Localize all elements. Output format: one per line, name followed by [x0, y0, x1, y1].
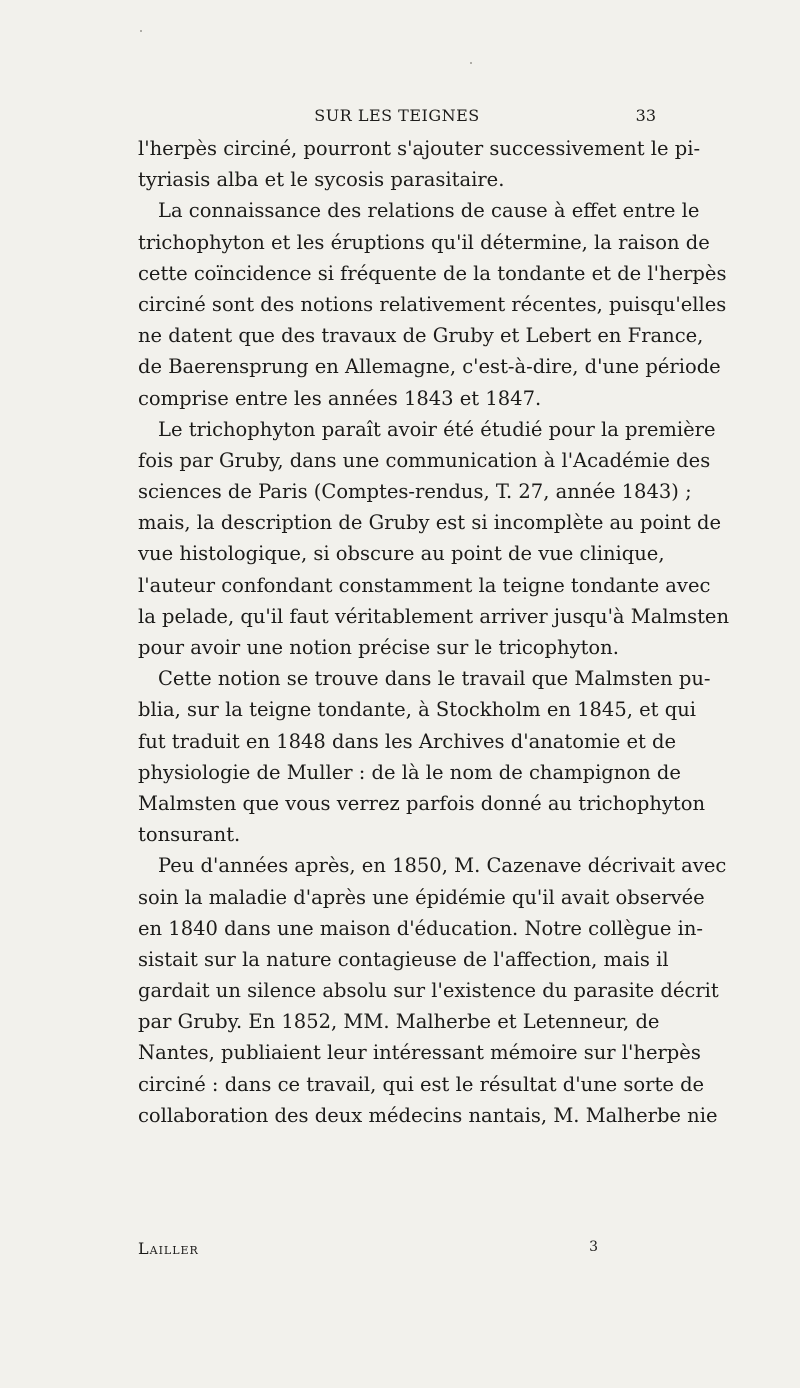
text-line: Malmsten que vous verrez parfois donné au trichophyton: [138, 791, 706, 815]
text-line: pour avoir une notion précise sur le tricophyton.: [138, 636, 619, 659]
text-line: la pelade, qu'il faut véritablement arriver jusqu'à Malmsten: [138, 604, 730, 628]
text-line: fois par Gruby, dans une communication à l'Académie des: [138, 448, 711, 472]
text-line: Cette notion se trouve dans le travail que Malmsten pu-: [158, 667, 711, 691]
text-line: comprise entre les années 1843 et 1847.: [138, 386, 542, 410]
signature-author: Lailler: [138, 1239, 199, 1258]
signature-number: 3: [589, 1239, 598, 1255]
text-line: physiologie de Muller : de là le nom de champignon de: [138, 760, 681, 784]
text-line: cette coïncidence si fréquente de la tondante et de l'herpès: [138, 261, 727, 285]
text-line: ne datent que des travaux de Gruby et Lebert en France,: [138, 324, 704, 348]
text-line: trichophyton et les éruptions qu'il détermine, la raison de: [138, 230, 710, 254]
running-header: [138, 106, 656, 128]
text-line: l'herpès circiné, pourront s'ajouter successivement le pi-: [138, 137, 701, 160]
text-line: soin la maladie d'après une épidémie qu'il avait observée: [138, 885, 705, 909]
text-line: circiné : dans ce travail, qui est le résultat d'une sorte de: [138, 1072, 705, 1096]
text-line: La connaissance des relations de cause à effet entre le: [158, 199, 700, 223]
text-line: l'auteur confondant constamment la teigne tondante avec: [138, 573, 711, 597]
text-line: sciences de Paris (Comptes-rendus, T. 27, année 1843) ;: [138, 480, 692, 504]
text-line: blia, sur la teigne tondante, à Stockholm en 1845, et qui: [138, 698, 696, 722]
text-line: de Baerensprung en Allemagne, c'est-à-dire, d'une période: [138, 355, 721, 379]
text-line: tonsurant.: [138, 823, 241, 847]
page-number: 33: [635, 106, 656, 125]
text-line: gardait un silence absolu sur l'existence du parasite décrit: [138, 979, 719, 1003]
paper-speck: [140, 30, 142, 32]
text-line: par Gruby. En 1852, MM. Malherbe et Letenneur, de: [138, 1010, 660, 1034]
paper-speck: [470, 62, 472, 64]
text-line: sistait sur la nature contagieuse de l'affection, mais il: [138, 947, 669, 971]
text-line: Le trichophyton paraît avoir été étudié pour la première: [158, 417, 716, 441]
body-text: [138, 133, 730, 1131]
text-line: vue histologique, si obscure au point de vue clinique,: [138, 542, 665, 566]
text-line: Nantes, publiaient leur intéressant mémoire sur l'herpès: [138, 1041, 701, 1065]
text-line: tyriasis alba et le sycosis parasitaire.: [138, 168, 505, 192]
text-line: fut traduit en 1848 dans les Archives d'anatomie et de: [138, 729, 677, 753]
text-line: mais, la description de Gruby est si incomplète au point de: [138, 511, 722, 535]
text-line: circiné sont des notions relativement récentes, puisqu'elles: [138, 292, 727, 316]
text-line: collaboration des deux médecins nantais, M. Malherbe nie: [138, 1103, 718, 1127]
text-line: Peu d'années après, en 1850, M. Cazenave décrivait avec: [158, 854, 727, 878]
running-title: SUR LES TEIGNES: [314, 106, 480, 125]
signature-mark: [138, 1239, 598, 1263]
text-line: en 1840 dans une maison d'éducation. Notre collègue in-: [138, 916, 703, 940]
